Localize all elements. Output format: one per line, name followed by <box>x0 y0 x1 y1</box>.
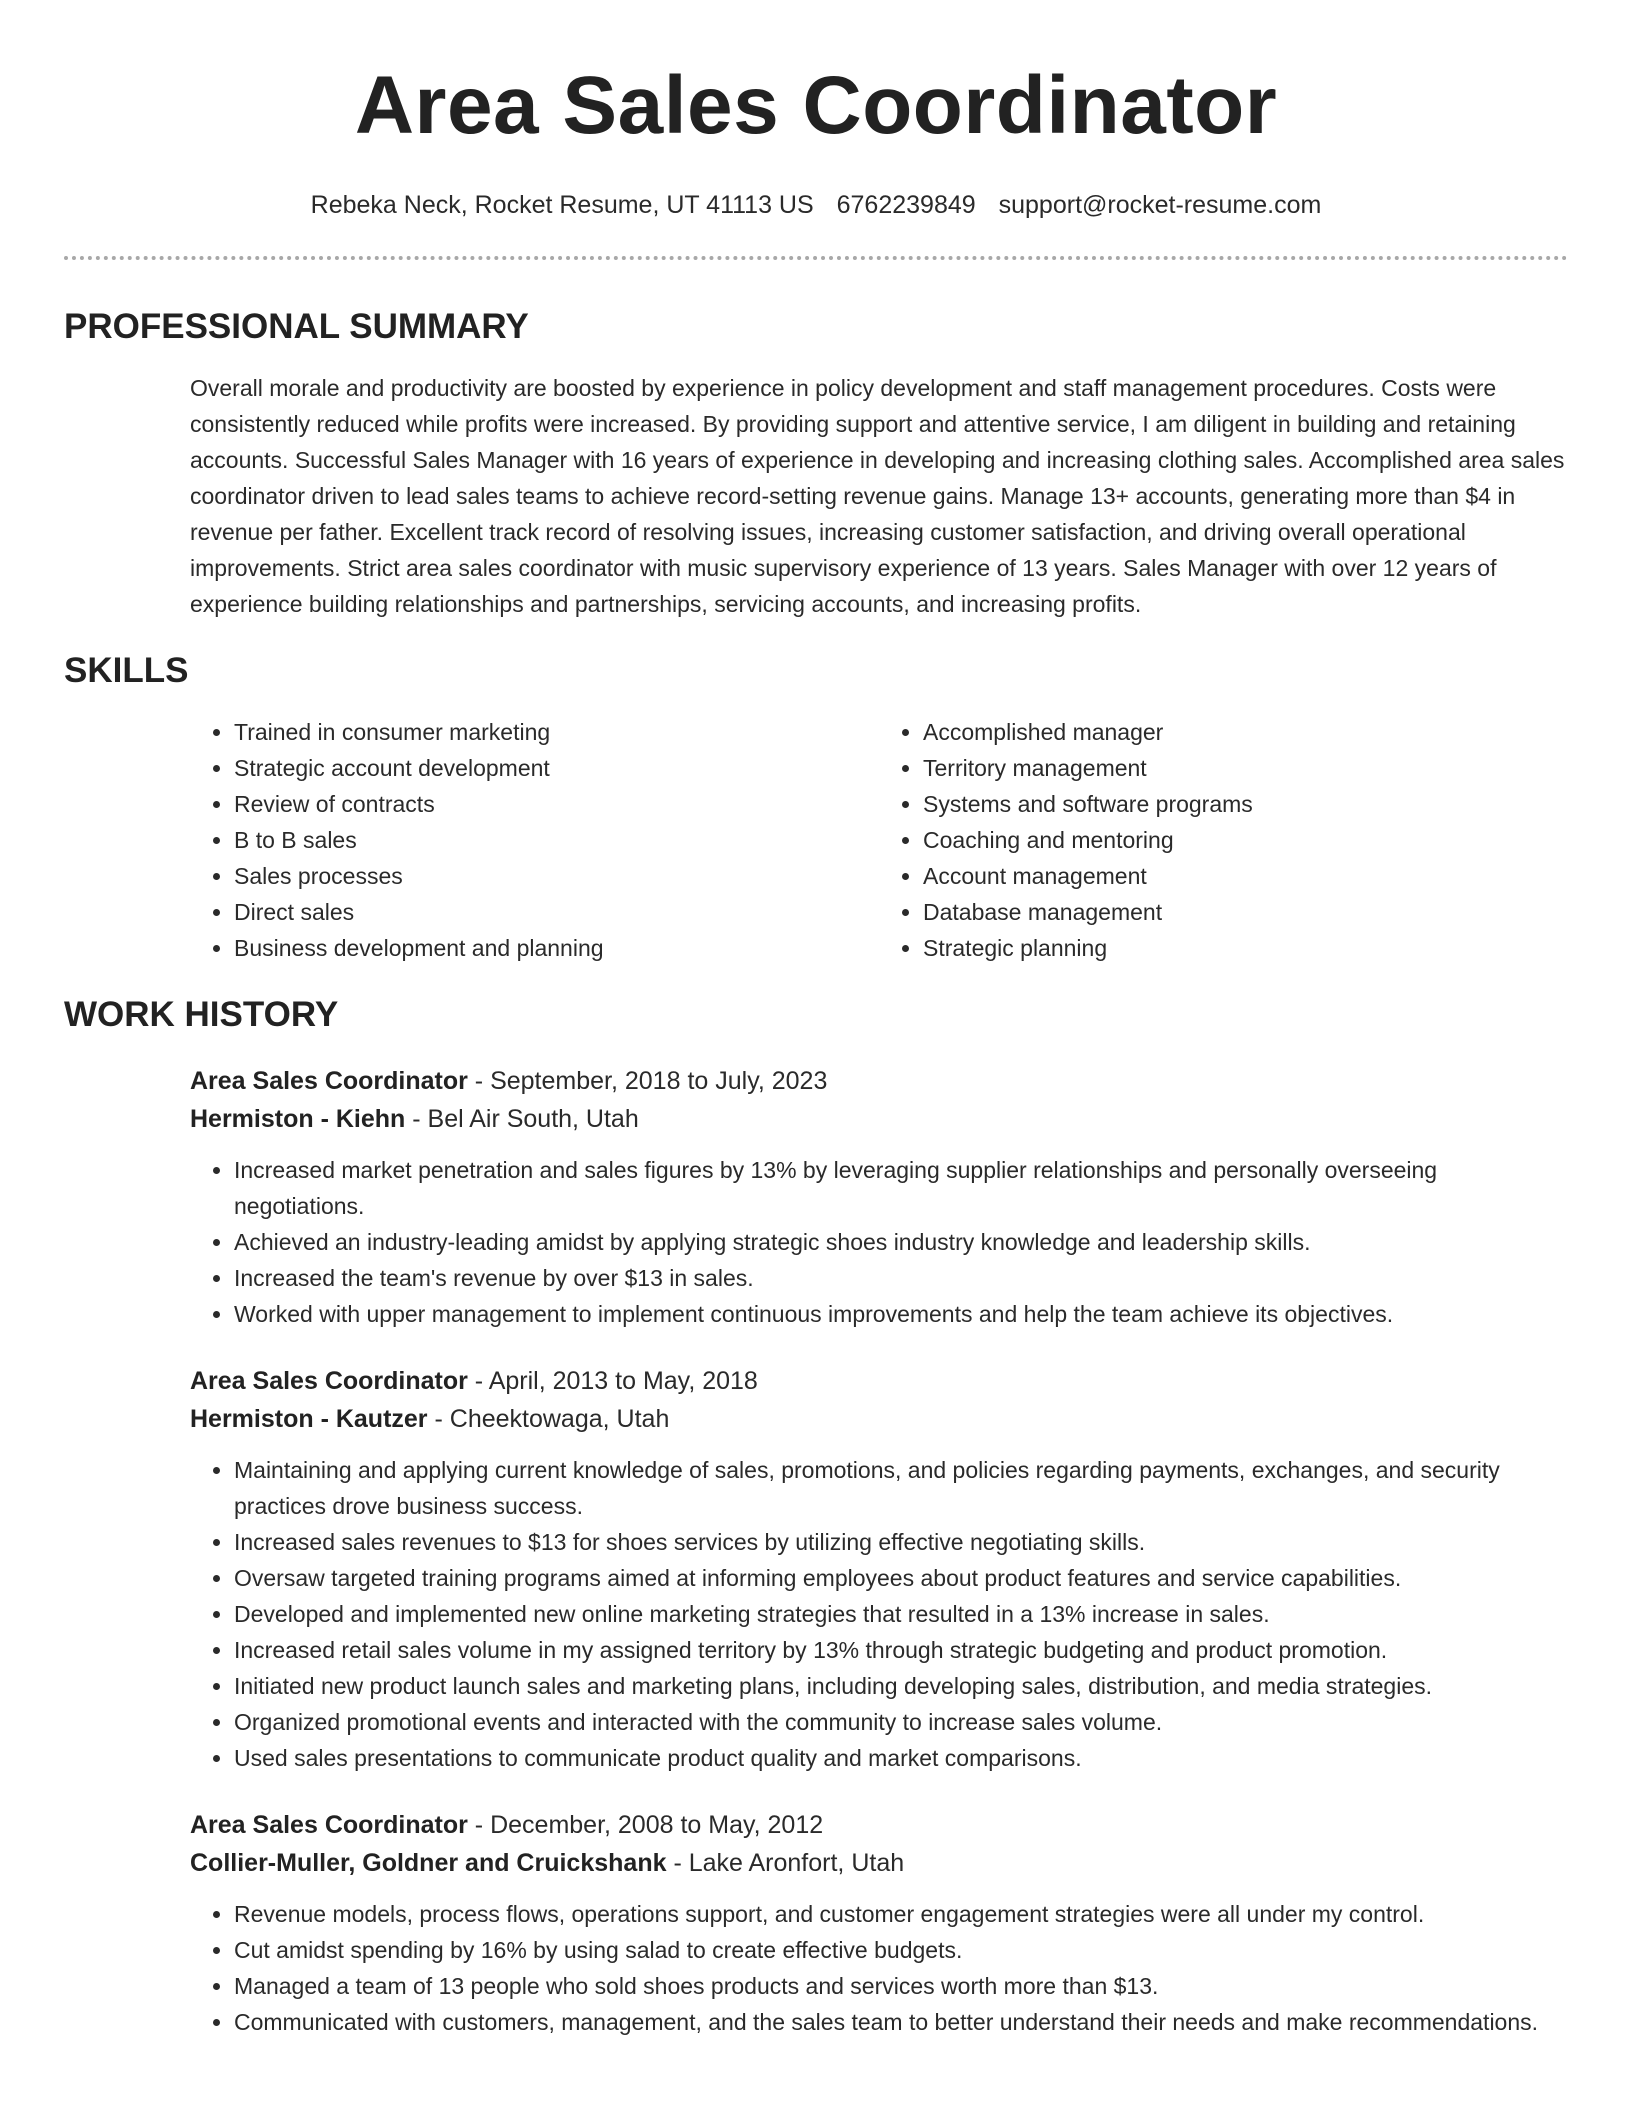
job-role: Area Sales Coordinator <box>190 1367 468 1395</box>
skills-title: SKILLS <box>64 651 189 690</box>
work-history-title: WORK HISTORY <box>64 995 339 1034</box>
skill-item: • Coaching and mentoring <box>923 822 1568 858</box>
skill-item: • Trained in consumer marketing <box>234 714 879 750</box>
job-bullet: • Communicated with customers, management, and the sales team to better understand their needs and make recommendations. <box>234 2004 1568 2040</box>
skill-item: • Business development and planning <box>234 930 879 966</box>
job-bullet: • Worked with upper management to implement continuous improvements and help the team achieve its objectives. <box>234 1296 1568 1332</box>
skill-item: • B to B sales <box>234 822 879 858</box>
job-role: Area Sales Coordinator <box>190 1811 468 1839</box>
job-bullet: • Increased sales revenues to $13 for shoes services by utilizing effective negotiating skills. <box>234 1524 1568 1560</box>
job-bullet: • Revenue models, process flows, operations support, and customer engagement strategies were all under my control. <box>234 1896 1568 1932</box>
skill-item: • Territory management <box>923 750 1568 786</box>
job-bullet: • Managed a team of 13 people who sold shoes products and services worth more than $13. <box>234 1968 1568 2004</box>
header-divider <box>64 256 1568 260</box>
contact-line <box>64 190 1568 220</box>
summary-text: Overall morale and productivity are boosted by experience in policy development and staff management procedures. Costs were consistently reduced while profits were increased. By providing support and attentive service, I am diligent in building and retaining accounts. Successful Sales Manager with 16 years of experience in developing and increasing clothing sales. Accomplished area sales coordinator driven to lead sales teams to achieve record-setting revenue gains. Manage 13+ accounts, generating more than $4 in revenue per father. Excellent track record of resolving issues, increasing customer satisfaction, and driving overall operational improvements. Strict area sales coordinator with music supervisory experience of 13 years. Sales Manager with over 12 years of experience building relationships and partnerships, servicing accounts, and increasing profits. <box>190 375 1565 617</box>
skill-item: • Review of contracts <box>234 786 879 822</box>
job-company: Collier-Muller, Goldner and Cruickshank <box>190 1849 667 1877</box>
skills-right-column <box>879 714 1568 966</box>
job-location: - Cheektowaga, Utah <box>427 1405 670 1433</box>
job-entry <box>190 1362 1568 1776</box>
contact-email: support@rocket-resume.com <box>998 191 1322 219</box>
job-bullet: • Initiated new product launch sales and marketing plans, including developing sales, distribution, and media strategies. <box>234 1668 1568 1704</box>
job-bullet: • Achieved an industry-leading amidst by applying strategic shoes industry knowledge and leadership skills. <box>234 1224 1568 1260</box>
job-dates: - December, 2008 to May, 2012 <box>467 1811 824 1839</box>
skill-item: • Strategic planning <box>923 930 1568 966</box>
job-company: Hermiston - Kautzer <box>190 1405 428 1433</box>
resume-name: Area Sales Coordinator <box>354 60 1278 151</box>
job-bullet: • Developed and implemented new online marketing strategies that resulted in a 13% increase in sales. <box>234 1596 1568 1632</box>
skill-item: • Database management <box>923 894 1568 930</box>
job-role: Area Sales Coordinator <box>190 1067 468 1095</box>
job-company-line <box>190 1400 1568 1438</box>
job-bullet: • Organized promotional events and interacted with the community to increase sales volume. <box>234 1704 1568 1740</box>
contact-address: Rebeka Neck, Rocket Resume, UT 41113 US <box>310 191 814 219</box>
job-bullets <box>190 1452 1568 1776</box>
job-company-line <box>190 1100 1568 1138</box>
job-bullet: • Used sales presentations to communicate product quality and market comparisons. <box>234 1740 1568 1776</box>
job-entry <box>190 1806 1568 2040</box>
job-dates: - September, 2018 to July, 2023 <box>467 1067 828 1095</box>
skill-item: • Direct sales <box>234 894 879 930</box>
skill-item: • Account management <box>923 858 1568 894</box>
job-bullet: • Cut amidst spending by 16% by using salad to create effective budgets. <box>234 1932 1568 1968</box>
job-role-line <box>190 1362 1568 1400</box>
skill-item: • Systems and software programs <box>923 786 1568 822</box>
job-location: - Bel Air South, Utah <box>405 1105 639 1133</box>
job-bullets <box>190 1152 1568 1332</box>
summary-title: PROFESSIONAL SUMMARY <box>64 307 529 346</box>
skills-left-column <box>190 714 879 966</box>
job-bullet: • Oversaw targeted training programs aimed at informing employees about product features and service capabilities. <box>234 1560 1568 1596</box>
skills-grid <box>190 714 1568 966</box>
job-company-line <box>190 1844 1568 1882</box>
job-company: Hermiston - Kiehn <box>190 1105 406 1133</box>
job-dates: - April, 2013 to May, 2018 <box>467 1367 758 1395</box>
job-bullet: • Maintaining and applying current knowledge of sales, promotions, and policies regarding payments, exchanges, and security practices drove business success. <box>234 1452 1568 1524</box>
job-bullets <box>190 1896 1568 2040</box>
contact-phone: 6762239849 <box>836 191 976 219</box>
job-bullet: • Increased retail sales volume in my assigned territory by 13% through strategic budgeting and product promotion. <box>234 1632 1568 1668</box>
job-entry <box>190 1062 1568 1332</box>
job-bullet: • Increased the team's revenue by over $13 in sales. <box>234 1260 1568 1296</box>
skill-item: • Strategic account development <box>234 750 879 786</box>
skill-item: • Accomplished manager <box>923 714 1568 750</box>
job-bullet: • Increased market penetration and sales figures by 13% by leveraging supplier relationships and personally overseeing negotiations. <box>234 1152 1568 1224</box>
job-role-line <box>190 1062 1568 1100</box>
job-location: - Lake Aronfort, Utah <box>666 1849 905 1877</box>
job-role-line <box>190 1806 1568 1844</box>
skill-item: • Sales processes <box>234 858 879 894</box>
